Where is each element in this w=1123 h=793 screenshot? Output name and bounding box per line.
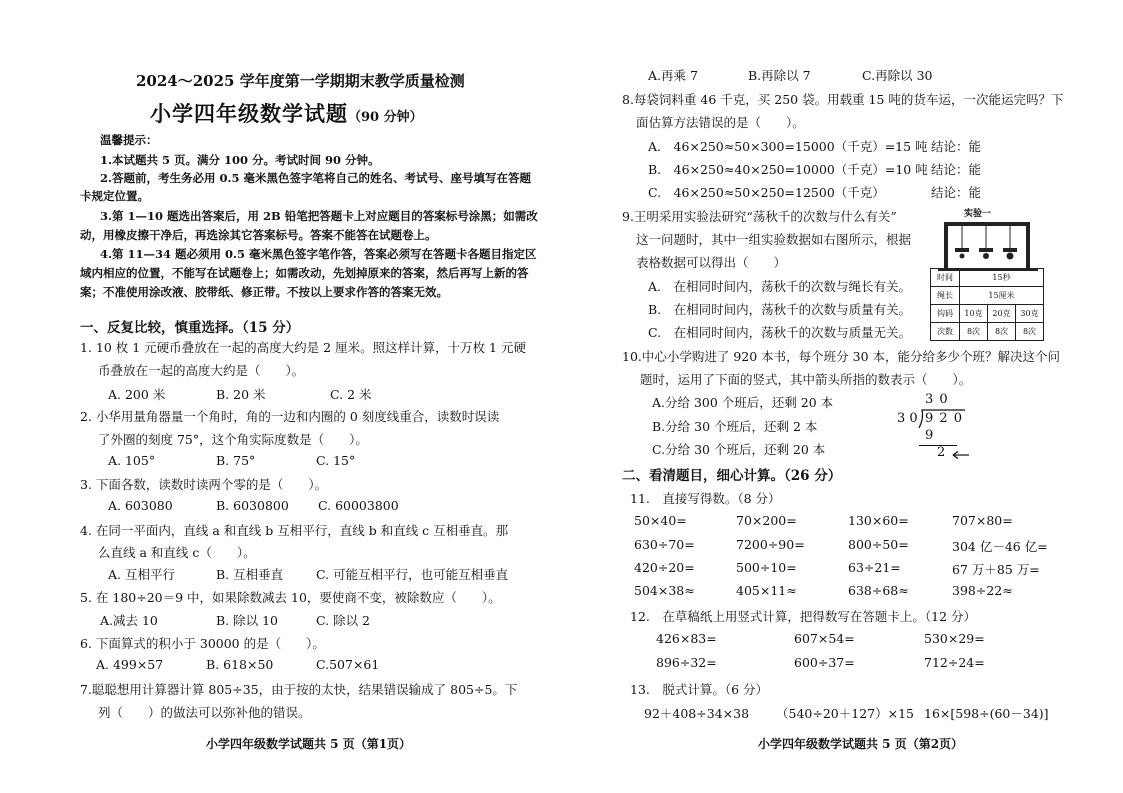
table-row [931,323,1044,341]
long-division-figure [893,392,983,464]
calc-item: 304 亿－46 亿= [952,539,1048,554]
division-remainder: 2 [937,445,946,460]
page1-footer: 小学四年级数学试题共 5 页（第1页） [206,737,412,751]
tip-line: 域内相应的位置，不能写在试题卷上；如需改动，先划掉原来的答案，然后再写上新的答 [80,266,529,280]
tip-line: 1.本试题共 5 页。满分 100 分。考试时间 90 分钟。 [100,153,380,167]
q12-title: 12. 在草稿纸上用竖式计算，把得数写在答题卡上。（12 分） [630,609,977,624]
q9-option-c[interactable]: C. 在相同时间内，荡秋千的次数与质量无关。 [648,325,912,340]
section2-title: 二、看清题目，细心计算。（26 分） [622,468,842,484]
swing-experiment-figure [930,206,1046,336]
calc-item: 896÷32= [656,655,717,670]
tip-line: 2.答题前，考生务必用 0.5 毫米黑色签字笔将自己的姓名、考试号、座号填写在答题 [100,171,532,185]
tip-line: 卡规定位置。 [80,189,149,203]
calc-item: 530×29= [924,631,985,646]
figure-title: 实验一 [964,209,992,219]
calc-item: 800÷50= [848,537,909,552]
swing-data-table [930,268,1044,341]
arrow-left-icon [951,450,971,460]
calc-item: 707×80= [952,513,1013,528]
q4-option-c[interactable]: C. 可能互相平行，也可能互相垂直 [316,567,509,582]
q9-line3: 表格数据可以得出（ ） [636,255,787,270]
calc-item: 607×54= [794,631,855,646]
q8-option-c[interactable]: C. 46×250≈50×250=12500（千克） [648,185,885,200]
table-cell: 次数 [931,323,960,341]
q3-option-c[interactable]: C. 60003800 [318,498,399,513]
q8-conclusion-c: 结论：能 [931,185,982,200]
q7-option-b[interactable]: B.再除以 7 [748,68,811,83]
q8-conclusion-a: 结论：能 [931,139,982,154]
q8-option-b[interactable]: B. 46×250≈40×250=10000（千克）=10 吨 [648,162,928,177]
q10-option-c[interactable]: C.分给 30 个班后，还剩 20 本 [652,442,826,457]
table-cell: 20克 [988,305,1016,323]
calc-item: 70×200= [736,513,797,528]
calc-item: 420÷20= [634,560,695,575]
tip-line: 4.第 11—34 题必须用 0.5 毫米黑色签字笔作答，答案必须写在答题卡各题目指定区 [100,247,537,261]
q4-line2: 么直线 a 和直线 c（ ）。 [98,545,256,560]
q1-line1: 1. 10 枚 1 元硬币叠放在一起的高度大约是 2 厘米。照这样计算，十万枚 1 元硬 [80,340,526,355]
division-divisor: 3 0 [897,411,918,426]
q2-option-a[interactable]: A. 105° [108,453,156,468]
q13-title: 13. 脱式计算。（6 分） [630,682,769,697]
q5-option-a[interactable]: A.减去 10 [100,613,158,628]
q5-option-b[interactable]: B. 除以 10 [216,613,279,628]
q7-line2: 列（ ）的做法可以弥补他的错误。 [98,705,311,720]
calc-item: 7200÷90= [736,537,805,552]
calc-item: 405×11≈ [736,583,797,598]
q6-option-b[interactable]: B. 618×50 [206,657,274,672]
q2-option-c[interactable]: C. 15° [316,453,356,468]
calc-item: 712÷24= [924,655,985,670]
calc-item: 630÷70= [634,537,695,552]
q1-option-c[interactable]: C. 2 米 [330,387,372,402]
calc-item: 50×40= [634,513,687,528]
q7-option-c[interactable]: C.再除以 30 [862,68,933,83]
calc-item: 67 万＋85 万= [952,562,1040,577]
tip-line: 3.第 1—10 题选出答案后，用 2B 铅笔把答题卡上对应题目的答案标号涂黑；如需改 [100,209,538,223]
tip-line: 动，用橡皮擦干净后，再选涂其它答案标号。答案不能答在试题卷上。 [80,228,437,242]
division-dividend: 9 2 0 [925,411,964,426]
q3-option-a[interactable]: A. 603080 [108,498,173,513]
q4-line1: 4. 在同一平面内，直线 a 和直线 b 互相平行，直线 b 和直线 c 互相垂直。那 [80,523,509,538]
table-row [931,305,1044,323]
q8-option-a[interactable]: A. 46×250≈50×300=15000（千克）=15 吨 [648,139,928,154]
q8-conclusion-b: 结论：能 [931,162,982,177]
table-cell: 15秒 [960,269,1044,287]
calc-item: 130×60= [848,513,909,528]
table-cell: 10克 [960,305,988,323]
q2-line1: 2. 小华用量角器量一个角时，角的一边和内圈的 0 刻度线重合，读数时误读 [80,409,500,424]
calc-item: 638÷68≈ [848,583,909,598]
calc-item: 63÷21= [848,560,901,575]
division-product: 9 [925,428,934,443]
q5-option-c[interactable]: C. 除以 2 [316,613,370,628]
q2-line2: 了外圈的刻度 75°，这个角实际度数是（ ）。 [98,432,368,447]
q4-option-b[interactable]: B. 互相垂直 [216,567,284,582]
table-cell: 钩码 [931,305,960,323]
q3-option-b[interactable]: B. 6030800 [216,498,289,513]
q4-option-a[interactable]: A. 互相平行 [108,567,175,582]
table-cell: 绳长 [931,287,960,305]
q7-option-a[interactable]: A.再乘 7 [648,68,698,83]
q11-title: 11. 直接写得数。（8 分） [630,491,781,506]
q10-option-a[interactable]: A.分给 300 个班后，还剩 20 本 [652,395,834,410]
table-cell: 8次 [988,323,1016,341]
q10-line2: 题时，运用了下面的竖式，其中箭头所指的数表示（ ）。 [640,372,972,387]
exam-header-line1: 2024～2025 学年度第一学期期末教学质量检测 [136,72,465,90]
q10-line1: 10.中心小学购进了 920 本书，每个班分 30 本，能分给多少个班？解决这个问 [622,349,1061,364]
q10-option-b[interactable]: B.分给 30 个班后，还剩 2 本 [652,419,818,434]
q7-line1: 7.聪聪想用计算器计算 805÷35，由于按的太快，结果错误输成了 805÷5。下 [80,682,518,697]
tips-title: 温馨提示： [100,133,158,147]
q9-option-b[interactable]: B. 在相同时间内，荡秋千的次数与质量有关。 [648,302,912,317]
calc-item: 92＋408÷34×38 [644,706,750,721]
calc-item: 504×38≈ [634,583,695,598]
table-row [931,287,1044,305]
q6-line1: 6. 下面算式的积小于 30000 的是（ ）。 [80,636,325,651]
calc-item: 500÷10= [736,560,797,575]
exam-duration: （90 分钟） [348,110,423,125]
table-cell: 8次 [960,323,988,341]
calc-item: 16×[598÷(60－34)] [924,706,1049,721]
q1-option-a[interactable]: A. 200 米 [108,387,166,402]
table-cell: 时间 [931,269,960,287]
section1-title: 一、反复比较，慎重选择。（15 分） [80,320,300,336]
table-cell: 8次 [1016,323,1044,341]
exam-title-text: 小学四年级数学试题 [150,101,348,126]
q8-line1: 8.每袋饲料重 46 千克，买 250 袋。用载重 15 吨的货车运，一次能运完吗？下 [622,92,1064,107]
q6-option-c[interactable]: C.507×61 [316,657,380,672]
table-cell: 30克 [1016,305,1044,323]
calc-item: 600÷37= [794,655,855,670]
q9-option-a[interactable]: A. 在相同时间内，荡秋千的次数与绳长有关。 [648,279,912,294]
calc-item: 398÷22≈ [952,583,1013,598]
swing-frame-icon [930,218,1046,274]
q1-option-b[interactable]: B. 20 米 [216,387,266,402]
table-cell: 15厘米 [960,287,1044,305]
division-quotient: 3 0 [925,392,949,407]
q8-line2: 面估算方法错误的是（ ）。 [636,115,805,130]
q2-option-b[interactable]: B. 75° [216,453,256,468]
q5-line1: 5. 在 180÷20＝9 中，如果除数减去 10，要使商不变，被除数应（ ）。 [80,590,501,605]
tip-line: 案；不准使用涂改液、胶带纸、修正带。不按以上要求作答的答案无效。 [80,285,448,299]
calc-item: 426×83= [656,631,717,646]
q9-line2: 这一问题时，其中一组实验数据如右图所示，根据 [636,232,912,247]
q1-line2: 币叠放在一起的高度大约是（ ）。 [98,363,305,378]
exam-title [150,98,423,128]
calc-item: （540÷20＋127）×15 [776,706,914,721]
q3-line1: 3. 下面各数，读数时读两个零的是（ ）。 [80,477,328,492]
q6-option-a[interactable]: A. 499×57 [96,657,164,672]
table-row [931,269,1044,287]
q9-line1: 9.王明采用实验法研究“荡秋千的次数与什么有关” [622,209,897,224]
page2-footer: 小学四年级数学试题共 5 页（第2页） [758,737,964,751]
